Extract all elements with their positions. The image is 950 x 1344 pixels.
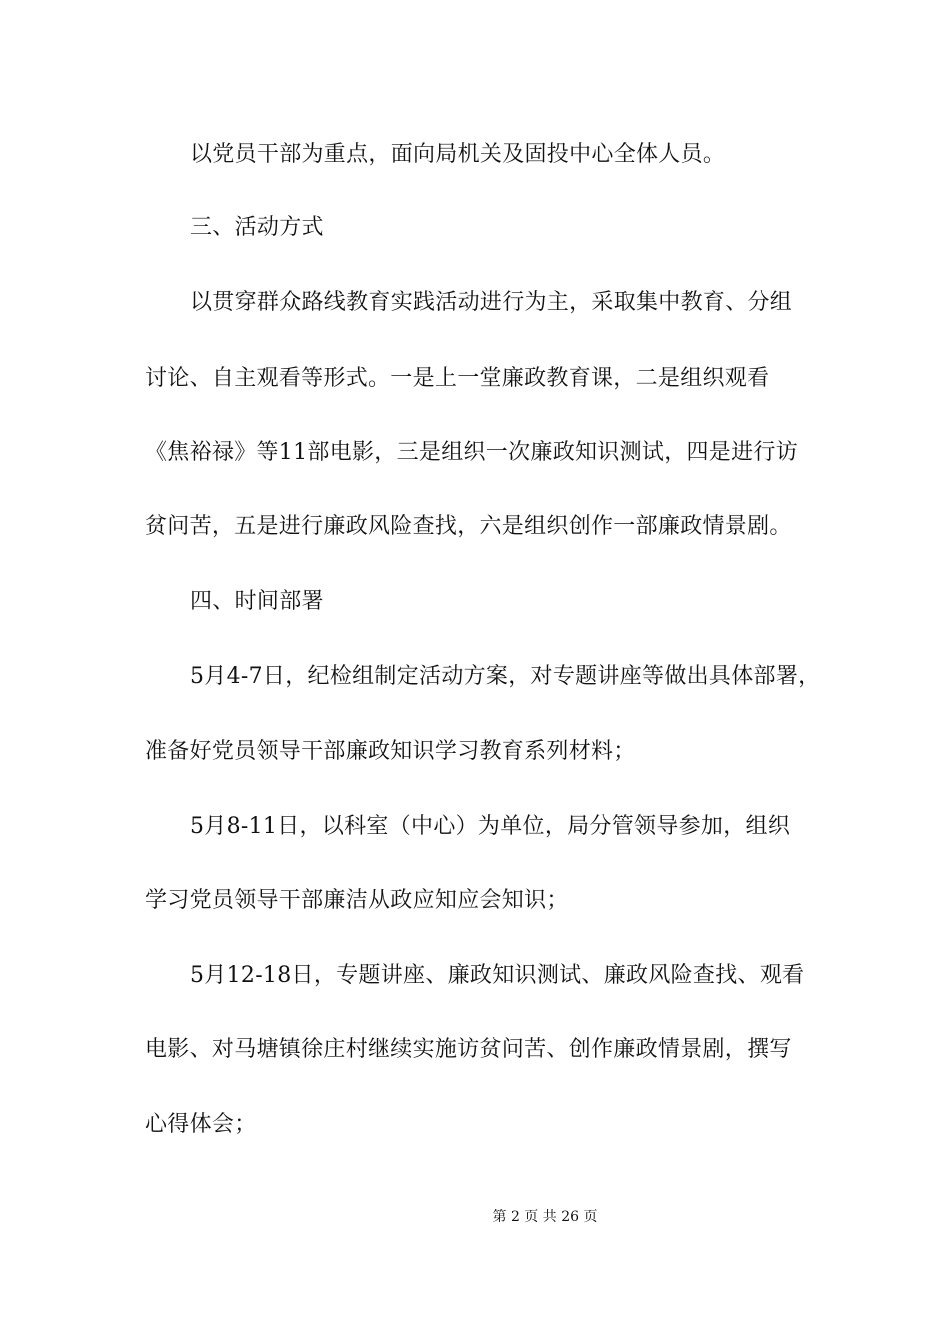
body-text-line: 以党员干部为重点，面向局机关及固投中心全体人员。 — [190, 142, 726, 167]
body-text-line: 电影、对马塘镇徐庄村继续实施访贫问苦、创作廉政情景剧，撰写 — [145, 1037, 792, 1062]
body-text-line: 贫问苦，五是进行廉政风险查找，六是组织创作一部廉政情景剧。 — [145, 514, 792, 539]
body-text-line: 5月12-18日，专题讲座、廉政知识测试、廉政风险查找、观看 — [190, 963, 805, 988]
page-number-footer: 第 2 页 共 26 页 — [492, 1209, 598, 1225]
body-text-line: 讨论、自主观看等形式。一是上一堂廉政教育课，二是组织观看 — [145, 366, 770, 391]
body-text-line: 学习党员领导干部廉洁从政应知应会知识； — [145, 888, 569, 913]
body-text-line: 以贯穿群众路线教育实践活动进行为主，采取集中教育、分组 — [190, 290, 793, 315]
body-text-line: 准备好党员领导干部廉政知识学习教育系列材料； — [145, 739, 636, 764]
body-text-line: 《焦裕禄》等11部电影，三是组织一次廉政知识测试，四是进行访 — [145, 440, 798, 465]
section-heading: 三、活动方式 — [190, 215, 324, 240]
section-heading: 四、时间部署 — [190, 589, 324, 614]
body-text-line: 5月8-11日，以科室（中心）为单位，局分管领导参加，组织 — [190, 814, 791, 839]
body-text-line: 5月4-7日，纪检组制定活动方案，对专题讲座等做出具体部署， — [190, 664, 821, 689]
body-text-line: 心得体会； — [145, 1112, 257, 1137]
